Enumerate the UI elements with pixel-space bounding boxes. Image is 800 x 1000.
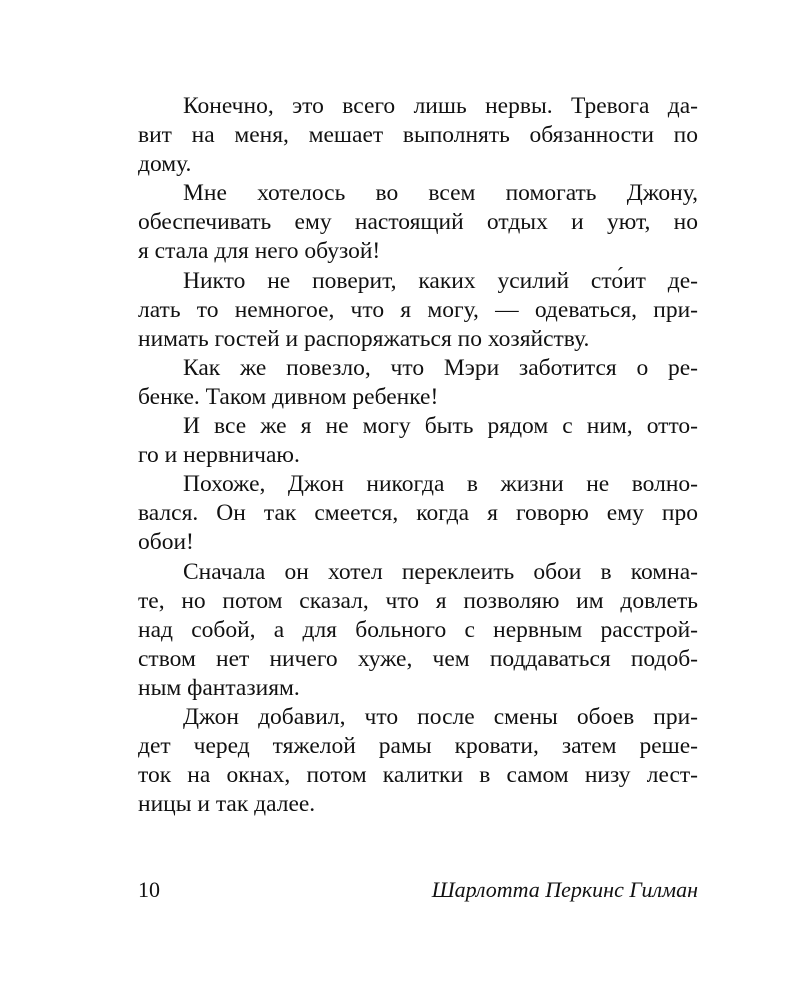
text-line: я стала для него обузой! xyxy=(138,238,381,265)
text-line: дет черед тяжелой рамы кровати, затем реше- xyxy=(138,733,698,760)
text-line: ным фантазиям. xyxy=(138,674,300,701)
text-line: Конечно, это всего лишь нервы. Тревога да- xyxy=(183,93,698,119)
text-line: вался. Он так смеется, когда я говорю ему про xyxy=(138,500,698,527)
text-line: обеспечивать ему настоящий отдых и уют, но xyxy=(138,209,698,236)
paragraph xyxy=(138,179,698,266)
text-line: Мне хотелось во всем помогать Джону, xyxy=(183,180,698,207)
page-number: 10 xyxy=(138,877,160,902)
text-line: над собой, а для больного с нервным расстрой- xyxy=(138,616,698,643)
text-line: го и нервничаю. xyxy=(138,442,300,469)
text-line: ток на окнах, потом калитки в самом низу лест- xyxy=(138,762,698,789)
body-text xyxy=(138,92,698,819)
text-line: Похоже, Джон никогда в жизни не волно- xyxy=(183,471,698,498)
paragraph xyxy=(138,703,698,819)
text-line: Никто не поверит, каких усилий сто́ит де- xyxy=(183,267,698,294)
paragraph xyxy=(138,92,698,179)
text-line: ницы и так далее. xyxy=(138,791,316,818)
paragraph xyxy=(138,267,698,354)
text-line: И все же я не могу быть рядом с ним, отто- xyxy=(183,413,698,440)
text-line: вит на меня, мешает выполнять обязанности по xyxy=(138,122,698,149)
text-line: ством нет ничего хуже, чем поддаваться подоб- xyxy=(138,645,698,672)
paragraph xyxy=(138,354,698,412)
paragraph xyxy=(138,558,698,703)
text-line: Джон добавил, что после смены обоев при- xyxy=(183,703,698,730)
text-line: лать то немногое, что я могу, — одеваться, при- xyxy=(138,296,698,323)
text-line: нимать гостей и распоряжаться по хозяйству. xyxy=(138,325,590,352)
text-line: Сначала он хотел переклеить обои в комна- xyxy=(183,558,698,585)
paragraph xyxy=(138,470,698,557)
text-line: те, но потом сказал, что я позволяю им довлеть xyxy=(138,587,698,614)
text-line: обои! xyxy=(138,529,194,556)
text-line: дому. xyxy=(138,151,192,178)
text-line: бенке. Таком дивном ребенке! xyxy=(138,383,439,410)
paragraph xyxy=(138,412,698,470)
text-line: Как же повезло, что Мэри заботится о ре- xyxy=(183,354,698,381)
running-footer-author: Шарлотта Перкинс Гилман xyxy=(431,877,698,902)
